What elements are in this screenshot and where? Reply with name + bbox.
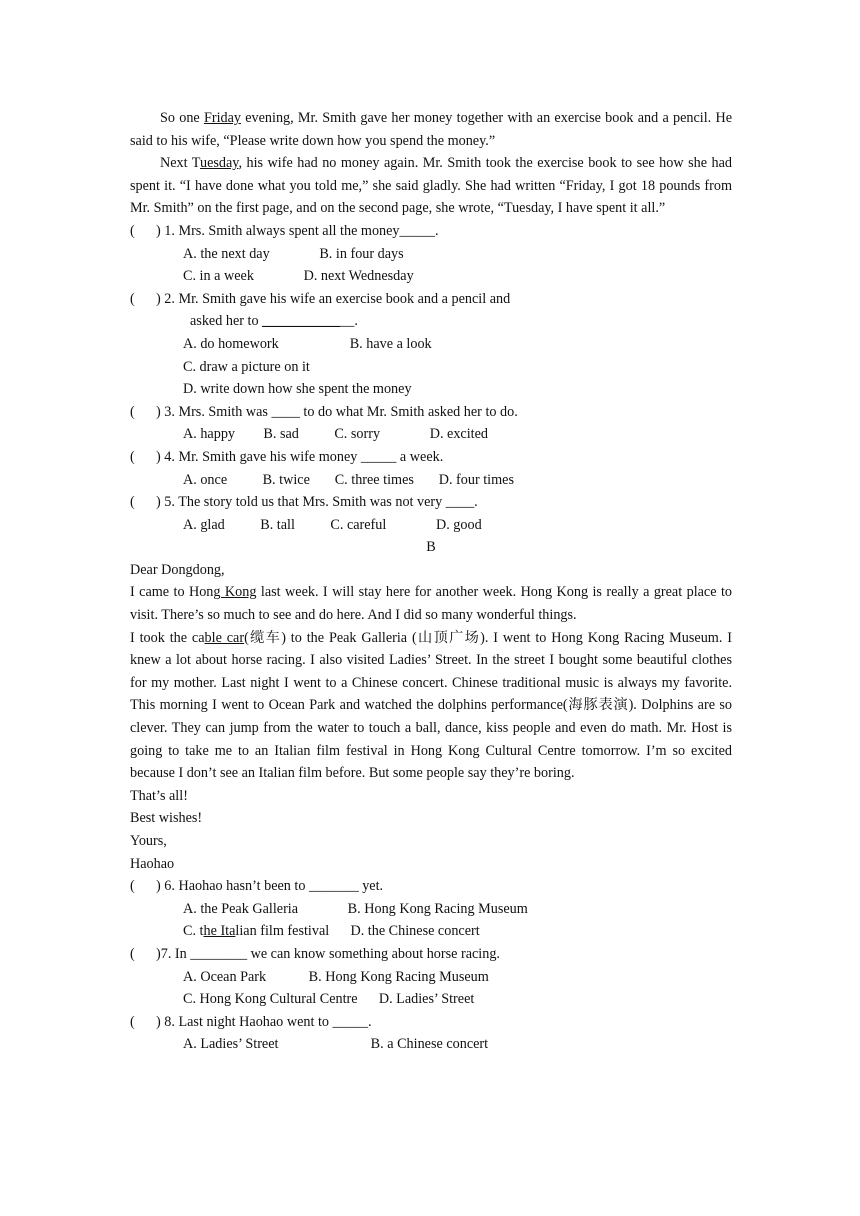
answer-options: C. Hong Kong Cultural Centre D. Ladies’ Street (183, 991, 475, 1008)
passage-a-paragraph-1: So one Friday evening, Mr. Smith gave her money together with an exercise book and a pencil. He said to his wife, “Please write down how you spend the money.” (130, 110, 732, 149)
letter-paragraph-1: I came to Hong Kong last week. I will stay here for another week. Hong Kong is really a great place to visit. There’s so much to see and do here. And I did so many wonderful things. (130, 584, 732, 624)
question-stem: ( ) 6. Haohao hasn’t been to _______ yet. (130, 878, 384, 895)
answer-options: D. write down how she spent the money (183, 381, 412, 398)
question-stem: ( ) 1. Mrs. Smith always spent all the money_____. (130, 222, 439, 239)
question-stem-continued: asked her to _____________. (190, 313, 358, 330)
question-5 (130, 491, 732, 536)
question-stem: ( ) 5. The story told us that Mrs. Smith was not very ____. (130, 494, 478, 511)
answer-options: A. glad B. tall C. careful D. good (183, 516, 482, 533)
passage-a-paragraph-2: Next Tuesday, his wife had no money again. Mr. Smith took the exercise book to see how she had spent it. “I have done what you told me,” she said gladly. She had written “Friday, I got 18 pounds from Mr. Smith” on the first page, and on the second page, she wrote, “Tuesday, I have spent it all.” (130, 155, 732, 217)
answer-options: A. Ocean Park B. Hong Kong Racing Museum (183, 968, 489, 985)
question-1 (130, 220, 732, 288)
letter-paragraph-2: I took the cable car(缆车) to the Peak Galleria (山顶广场). I went to Hong Kong Racing Museum. I knew a lot about horse racing. I also visited Ladies’ Street. In the street I bought some beautiful clothes for my mother. Last night I went to a Chinese concert. Chinese traditional music is always my favorite. This morning I went to Ocean Park and watched the dolphins performance(海豚表演). Dolphins are so clever. They can jump from the water to touch a ball, dance, kiss people and even do math. Mr. Host is going to take me to an Italian film festival in Hong Kong Cultural Centre tomorrow. I’m so excited because I don’t see an Italian film before. But some people say they’re boring. (130, 629, 732, 782)
worksheet-page (130, 107, 732, 1056)
question-2 (130, 288, 732, 401)
answer-options: A. the Peak Galleria B. Hong Kong Racing Museum (183, 900, 528, 917)
question-stem: ( )7. In ________ we can know something about horse racing. (130, 945, 500, 962)
question-stem: ( ) 4. Mr. Smith gave his wife money _____ a week. (130, 448, 444, 465)
letter-closing-line: That’s all! (130, 787, 188, 804)
question-stem: ( ) 8. Last night Haohao went to _____. (130, 1013, 372, 1030)
question-stem: ( ) 3. Mrs. Smith was ____ to do what Mr. Smith asked her to do. (130, 403, 518, 420)
question-7 (130, 943, 732, 1011)
answer-options: A. happy B. sad C. sorry D. excited (183, 426, 488, 443)
question-8 (130, 1011, 732, 1056)
answer-options: C. draw a picture on it (183, 358, 310, 375)
answer-options: A. the next day B. in four days (183, 245, 404, 262)
letter-closing-line: Best wishes! (130, 810, 203, 827)
question-stem: ( ) 2. Mr. Smith gave his wife an exercise book and a pencil and (130, 290, 511, 307)
letter-signature: Haohao (130, 855, 175, 872)
answer-options: A. Ladies’ Street B. a Chinese concert (183, 1036, 489, 1053)
section-heading-b: B (426, 539, 436, 556)
answer-options: C. in a week D. next Wednesday (183, 268, 414, 285)
answer-options: A. do homework B. have a look (183, 335, 432, 352)
answer-options: A. once B. twice C. three times D. four times (183, 471, 514, 488)
letter-closing-line: Yours, (130, 833, 167, 849)
question-4 (130, 446, 732, 491)
question-6 (130, 875, 732, 943)
question-3 (130, 401, 732, 446)
answer-options: C. the Italian film festival D. the Chinese concert (183, 923, 480, 940)
letter-salutation: Dear Dongdong, (130, 561, 225, 578)
